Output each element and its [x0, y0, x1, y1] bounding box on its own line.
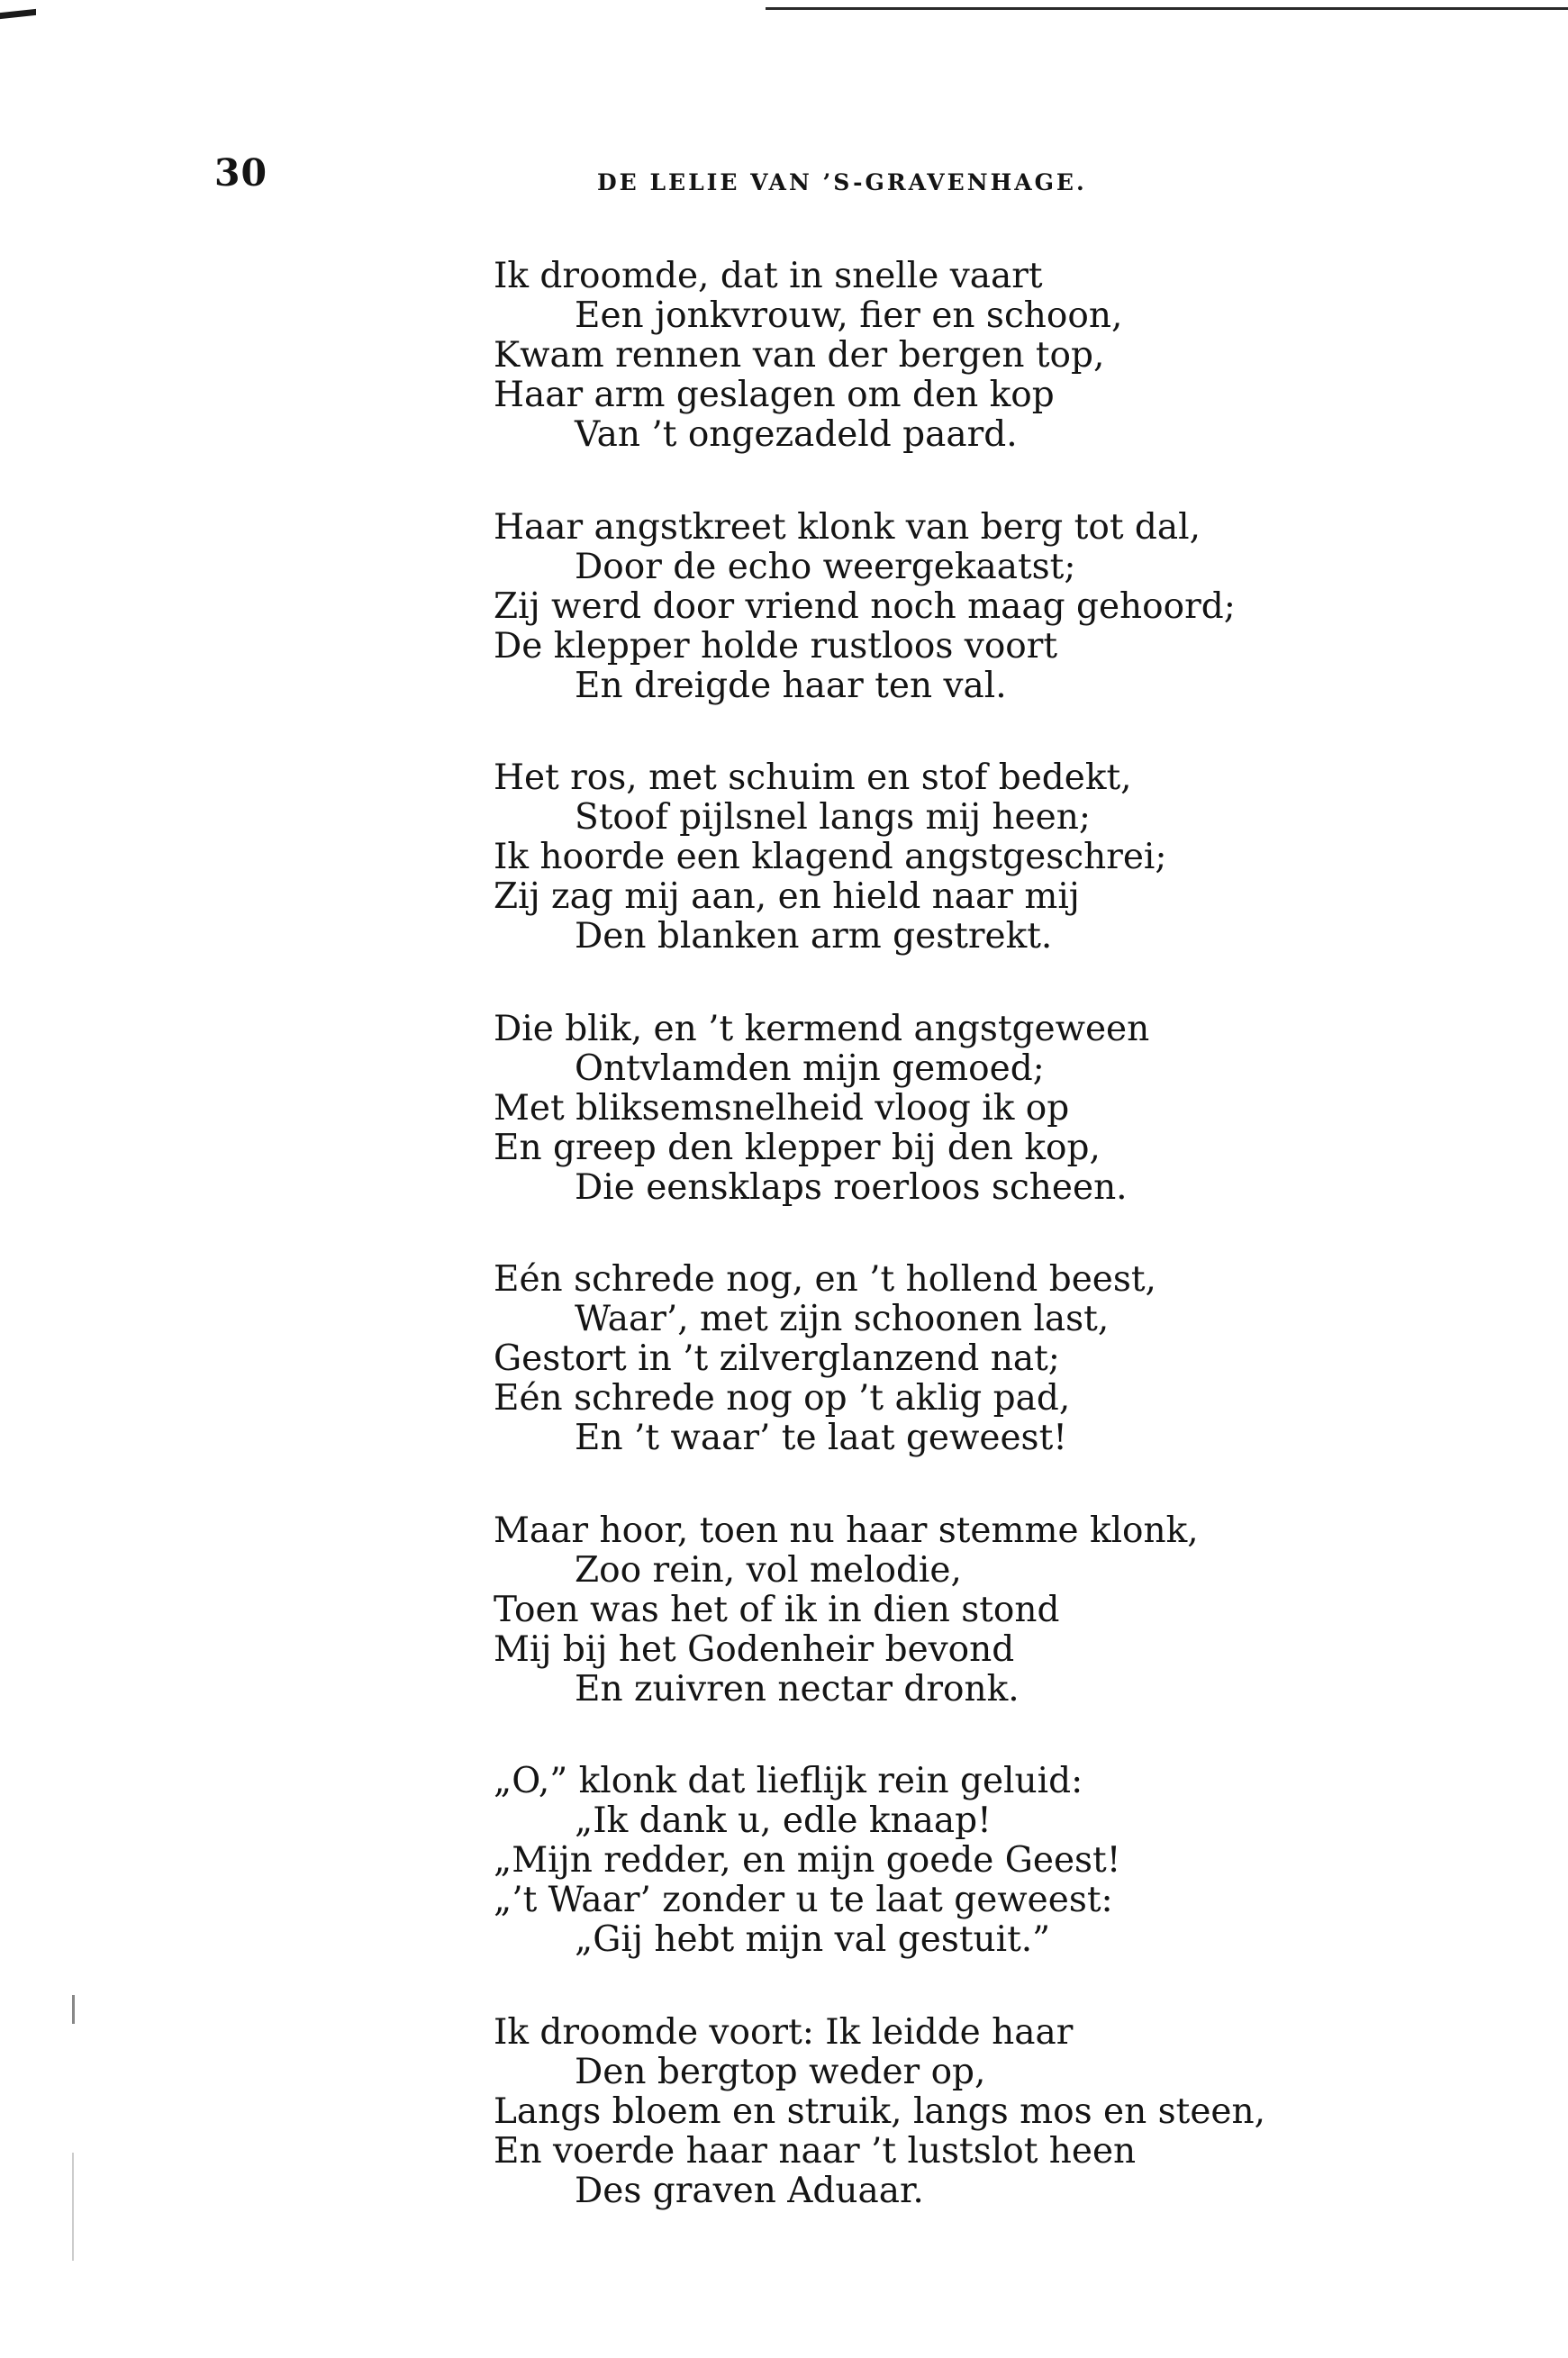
verse-line: Met bliksemsnelheid vloog ik op	[494, 1087, 1070, 1129]
verse-line: En ’t waar’ te laat geweest!	[575, 1418, 1067, 1458]
verse-line: Waar’, met zijn schoonen last,	[575, 1299, 1110, 1339]
stanza	[494, 1260, 1394, 1458]
stanza	[494, 758, 1394, 957]
verse-line: „O,” klonk dat lieflijk rein geluid:	[494, 1761, 1083, 1801]
verse-line: En greep den klepper bij den kop,	[494, 1127, 1101, 1168]
stanza	[494, 1010, 1394, 1208]
stanza	[494, 2013, 1394, 2211]
verse-line: Ik droomde voort: Ik leidde haar	[494, 2011, 1074, 2053]
stanza	[494, 1511, 1394, 1710]
verse-line: En zuivren nectar dronk.	[575, 1668, 1020, 1710]
verse-line: „’t Waar’ zonder u te laat geweest:	[494, 1880, 1113, 1920]
verse-line: Een jonkvrouw, fier en schoon,	[575, 295, 1123, 336]
verse-line: De klepper holde rustloos voort	[494, 625, 1058, 667]
corner-mark	[0, 9, 36, 19]
verse-line: Door de echo weergekaatst;	[575, 546, 1076, 587]
verse-line: Zij zag mij aan, en hield naar mij	[494, 876, 1080, 917]
verse-line: Ontvlamden mijn gemoed;	[575, 1047, 1045, 1089]
margin-tick	[72, 1995, 75, 2024]
stanza	[494, 1762, 1394, 1960]
margin-tick	[72, 2153, 74, 2261]
verse-line: „Gij hebt mijn val gestuit.”	[575, 1919, 1051, 1960]
running-title: DE LELIE VAN ’S-GRAVENHAGE.	[597, 169, 1087, 195]
verse-line: Toen was het of ik in dien stond	[494, 1589, 1060, 1630]
verse-line: Kwam rennen van der bergen top,	[494, 335, 1105, 376]
verse-line: Den blanken arm gestrekt.	[575, 916, 1053, 957]
page-number: 30	[214, 151, 268, 195]
verse-line: Ik hoorde een klagend angstgeschrei;	[494, 837, 1167, 877]
verse-line: Het ros, met schuim en stof bedekt,	[494, 757, 1132, 798]
verse-line: „Ik dank u, edle knaap!	[575, 1800, 992, 1841]
verse-line: Langs bloem en struik, langs mos en steen,	[494, 2090, 1266, 2132]
verse-line: „Mijn redder, en mijn goede Geest!	[494, 1840, 1121, 1881]
verse-line: Zij werd door vriend noch maag gehoord;	[494, 585, 1236, 627]
verse-line: En dreigde haar ten val.	[575, 665, 1007, 706]
verse-line: Haar angstkreet klonk van berg tot dal,	[494, 506, 1201, 548]
verse-line: Haar arm geslagen om den kop	[494, 375, 1055, 415]
verse-line: En voerde haar naar ’t lustslot heen	[494, 2130, 1137, 2172]
verse-line: Van ’t ongezadeld paard.	[575, 414, 1018, 455]
stanza	[494, 257, 1394, 455]
stanza	[494, 508, 1394, 706]
verse-line: Zoo rein, vol melodie,	[575, 1549, 962, 1591]
verse-line: Maar hoor, toen nu haar stemme klonk,	[494, 1510, 1199, 1551]
verse-line: Den bergtop weder op,	[575, 2051, 986, 2092]
verse-line: Gestort in ’t zilverglanzend nat;	[494, 1338, 1060, 1379]
verse-line: Eén schrede nog op ’t aklig pad,	[494, 1378, 1071, 1419]
verse-line: Die eensklaps roerloos scheen.	[575, 1166, 1128, 1208]
poem	[494, 257, 1394, 2263]
verse-line: Die blik, en ’t kermend angstgeween	[494, 1008, 1150, 1049]
verse-line: Mij bij het Godenheir bevond	[494, 1628, 1015, 1670]
verse-line: Des graven Aduaar.	[575, 2170, 924, 2211]
verse-line: Eén schrede nog, en ’t hollend beest,	[494, 1259, 1156, 1300]
verse-line: Stoof pijlsnel langs mij heen;	[575, 797, 1091, 838]
top-rule	[766, 7, 1568, 10]
verse-line: Ik droomde, dat in snelle vaart	[494, 256, 1043, 296]
